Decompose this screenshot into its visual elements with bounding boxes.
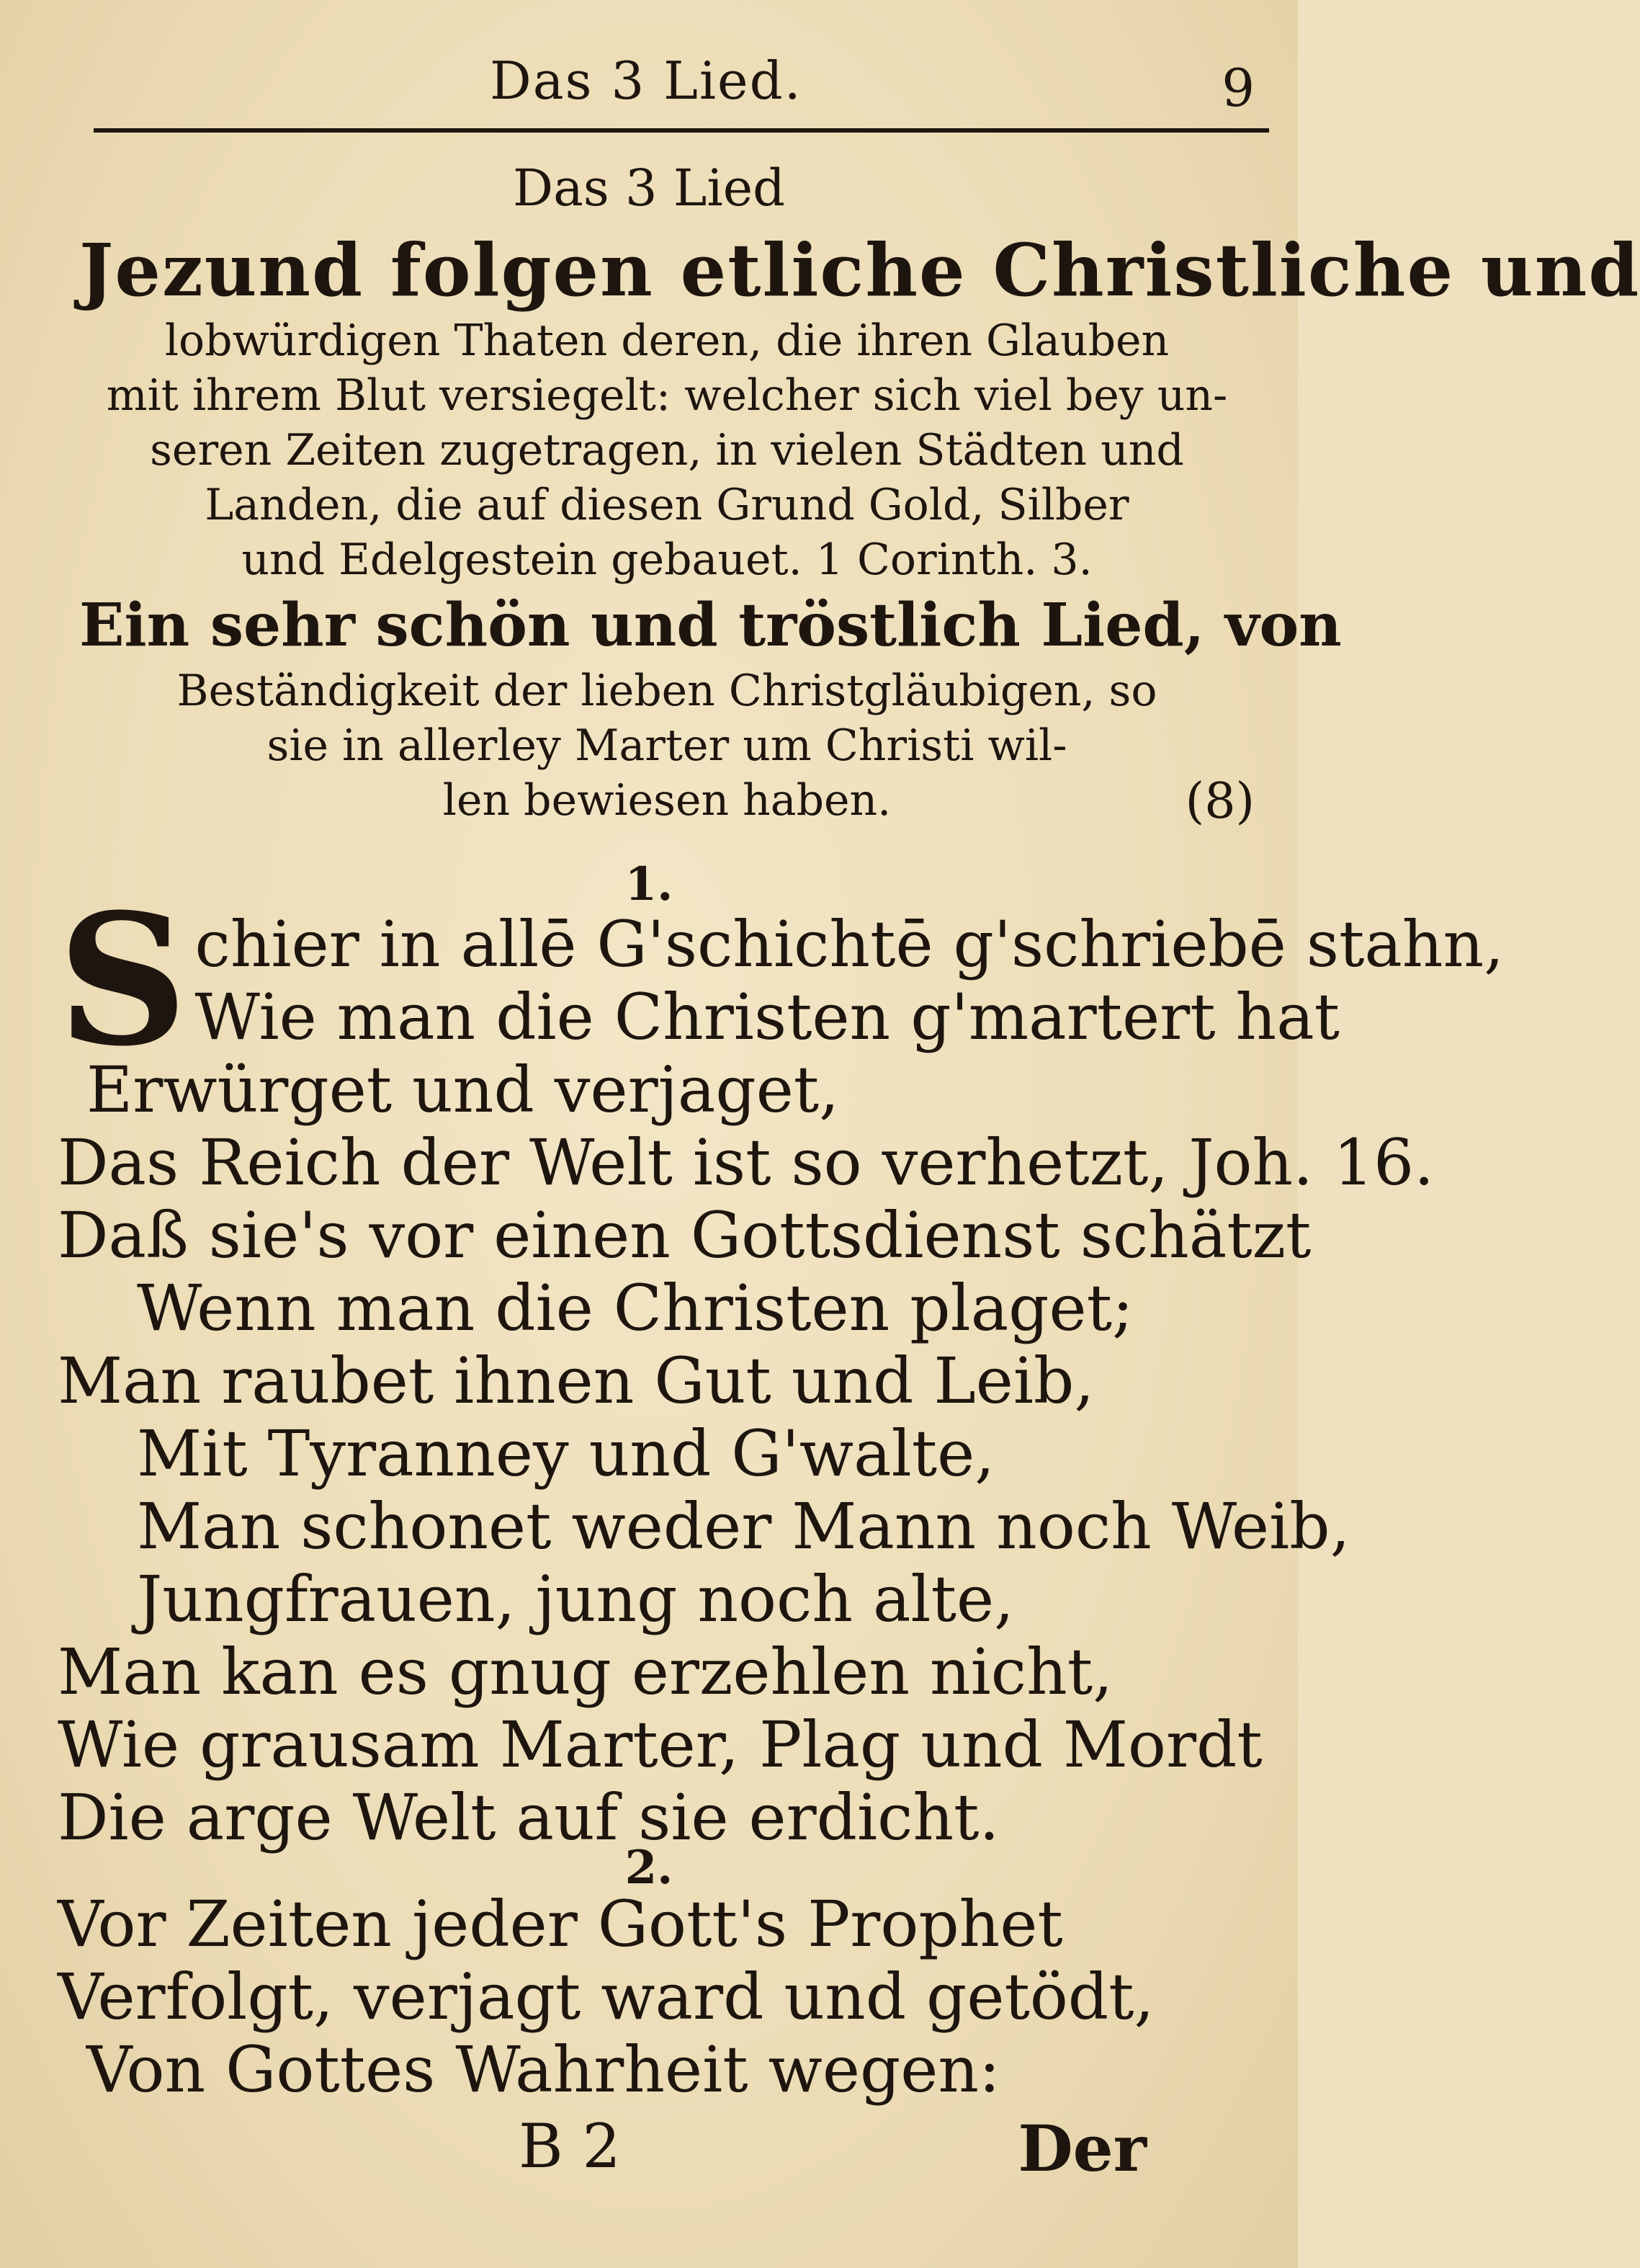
verse-line: Jungfrauen, jung noch alte,: [137, 1562, 1014, 1636]
verse-line: Das Reich der Welt ist so verhetzt, Joh. 16.: [58, 1125, 1435, 1200]
song-introduction: [79, 227, 1640, 830]
verse-line: Man raubet ihnen Gut und Leib,: [58, 1344, 1095, 1418]
intro-last-row: [79, 773, 1255, 828]
intro-line: Jezund folgen etliche Christliche und: [79, 228, 1640, 313]
verse-line: Von Gottes Wahrheit wegen:: [86, 2032, 1000, 2107]
page-footer: [0, 2111, 1298, 2197]
verse-line: Wie man die Christen g'martert hat: [194, 980, 1340, 1054]
intro-line: und Edelgestein gebauet. 1 Corinth. 3.: [241, 535, 1093, 585]
verse-line: Wenn man die Christen plaget;: [137, 1271, 1134, 1345]
verse-line: chier in allē G'schichtē g'schriebē stahn,: [194, 907, 1505, 981]
intro-line: Ein sehr schön und tröstlich Lied, von: [79, 591, 1342, 660]
header-rule: [94, 128, 1269, 133]
stanza-number: 2.: [624, 1841, 673, 1895]
intro-line: seren Zeiten zugetragen, in vielen Städten und: [150, 425, 1184, 476]
melody-reference: (8): [1185, 773, 1255, 830]
drop-cap: S: [58, 874, 188, 1086]
intro-line: lobwürdigen Thaten deren, die ihren Glauben: [164, 316, 1170, 366]
intro-line: mit ihrem Blut versiegelt: welcher sich viel bey un-: [106, 370, 1228, 421]
intro-line: sie in allerley Marter um Christi wil-: [266, 720, 1067, 771]
stanza-2: [58, 1888, 1255, 2106]
section-heading: Das 3 Lied: [513, 159, 785, 218]
verse-line: Daß sie's vor einen Gottsdienst schätzt: [58, 1198, 1312, 1272]
intro-line: len bewiesen haben.: [442, 775, 892, 826]
signature-mark: B 2: [519, 2111, 621, 2182]
verse-line: Die arge Welt auf sie erdicht.: [58, 1780, 1000, 1854]
stanza-number: 1.: [624, 857, 673, 911]
verse-line: Man schonet weder Mann noch Weib,: [137, 1489, 1350, 1563]
stanza-1: [58, 874, 1505, 1854]
intro-line: Landen, die auf diesen Grund Gold, Silber: [205, 480, 1129, 530]
verse-line: Verfolgt, verjagt ward und getödt,: [58, 1960, 1155, 2034]
verse-line: Man kan es gnug erzehlen nicht,: [58, 1635, 1114, 1709]
running-head: Das 3 Lied.: [490, 50, 802, 111]
verse-line: Erwürget und verjaget,: [86, 1053, 840, 1127]
page-number: 9: [1222, 58, 1255, 118]
catchword: Der: [1018, 2111, 1147, 2186]
verse-line: Mit Tyranney und G'walte,: [137, 1416, 995, 1491]
page-header: [86, 29, 1269, 144]
verse-line: Wie grausam Marter, Plag und Mordt: [58, 1707, 1263, 1782]
verse-line: Vor Zeiten jeder Gott's Prophet: [58, 1887, 1063, 1961]
intro-line: Beständigkeit der lieben Christgläubigen, so: [176, 666, 1157, 716]
